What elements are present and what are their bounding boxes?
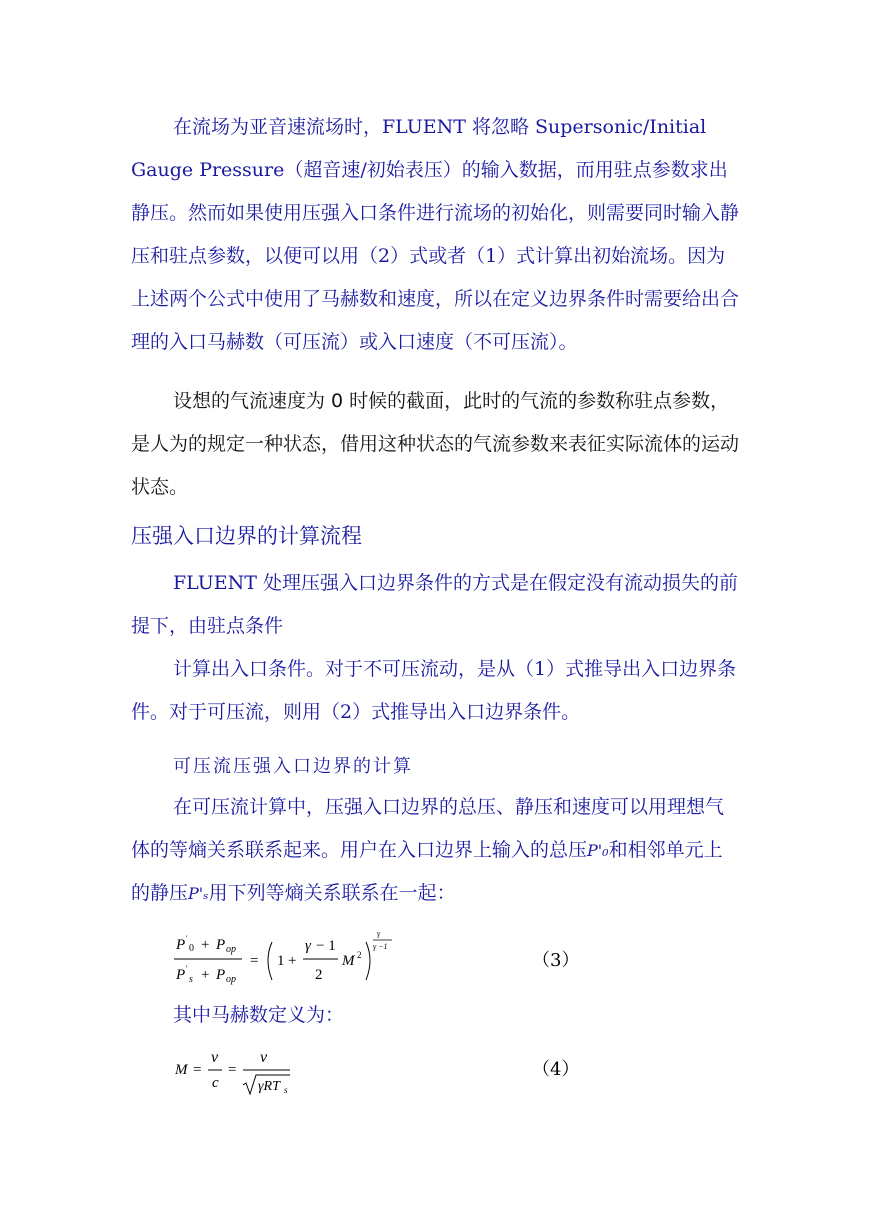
static-pressure-symbol: P'ₛ (188, 884, 209, 903)
paragraph-subsonic: 在流场为亚音速流场时，FLUENT 将忽略 Supersonic/Initial Gauge Pressure（超音速/初始表压）的输入数据，而用驻点参数求出静压。然而如果使用压强入口条件进行流场的初始化，则需要同时输入静压和驻点参数，以便可以用（2）式或者（1）式计算出初始流场。因为上述两个公式中使用了马赫数和速度，所以在定义边界条件时需要给出合理的入口马赫数（可压流）或入口速度（不可压流）。 (131, 116, 740, 353)
paragraph-mach-definition: 其中马赫数定义为： (173, 1004, 345, 1026)
svg-text:=: = (228, 1062, 237, 1078)
section-heading: 压强入口边界的计算流程 (131, 524, 362, 548)
svg-text:+: + (201, 967, 210, 983)
total-pressure-symbol: P'₀ (587, 841, 609, 860)
svg-text:P: P (216, 937, 226, 953)
svg-text:op: op (226, 944, 236, 955)
svg-text:2: 2 (357, 950, 362, 960)
svg-text:': ' (186, 964, 188, 973)
svg-text:=: = (250, 953, 259, 969)
svg-text:M: M (175, 1062, 188, 1078)
svg-text:γ: γ (377, 929, 381, 938)
paragraph-isentropic-part-c: 用下列等熵关系联系在一起： (208, 882, 456, 904)
svg-text:0: 0 (189, 943, 194, 954)
svg-text:− 1: − 1 (316, 938, 336, 954)
equation-3-formula (170, 928, 410, 990)
paragraph-fluent-processing: FLUENT 处理压强入口边界条件的方式是在假定没有流动损失的前提下，由驻点条件 (131, 572, 738, 637)
svg-text:op: op (226, 974, 236, 985)
svg-text:s: s (189, 974, 193, 985)
svg-text:M: M (342, 953, 355, 969)
svg-text:γRT: γRT (258, 1079, 280, 1094)
svg-text:P: P (176, 967, 186, 983)
paragraph-isentropic (131, 786, 741, 915)
svg-text:': ' (186, 934, 188, 943)
svg-text:+: + (201, 937, 210, 953)
svg-text:c: c (212, 1075, 219, 1091)
equation-3-number: （3） (532, 950, 580, 971)
paragraph-isentropic-part-b: 和相邻单元上的静压 (131, 839, 723, 904)
paragraph-inlet-conditions: 计算出入口条件。对于不可压流动，是从（1）式推导出入口边界条件。对于可压流，则用（2）式推导出入口边界条件。 (131, 658, 737, 723)
svg-text:=: = (193, 1062, 202, 1078)
paragraph-stagnation-definition: 设想的气流速度为 0 时候的截面，此时的气流的参数称驻点参数，是人为的规定一种状态，借用这种状态的气流参数来表征实际流体的运动状态。 (131, 390, 740, 498)
svg-text:+: + (288, 953, 297, 969)
svg-text:γ: γ (305, 938, 311, 954)
svg-text:v: v (211, 1049, 219, 1066)
svg-text:2: 2 (315, 967, 323, 983)
svg-text:γ −1: γ −1 (373, 942, 388, 951)
svg-text:1: 1 (277, 953, 285, 969)
svg-text:P: P (216, 967, 226, 983)
equation-4-formula (172, 1044, 302, 1100)
paragraph-isentropic-part-a: 在可压流计算中，压强入口边界的总压、静压和速度可以用理想气体的等熵关系联系起来。用户在入口边界上输入的总压 (131, 796, 725, 861)
svg-text:s: s (284, 1085, 288, 1095)
svg-text:P: P (176, 937, 186, 953)
svg-text:v: v (260, 1049, 268, 1066)
subsection-heading: 可压流压强入口边界的计算 (173, 756, 413, 777)
equation-4-number: （4） (532, 1059, 580, 1080)
